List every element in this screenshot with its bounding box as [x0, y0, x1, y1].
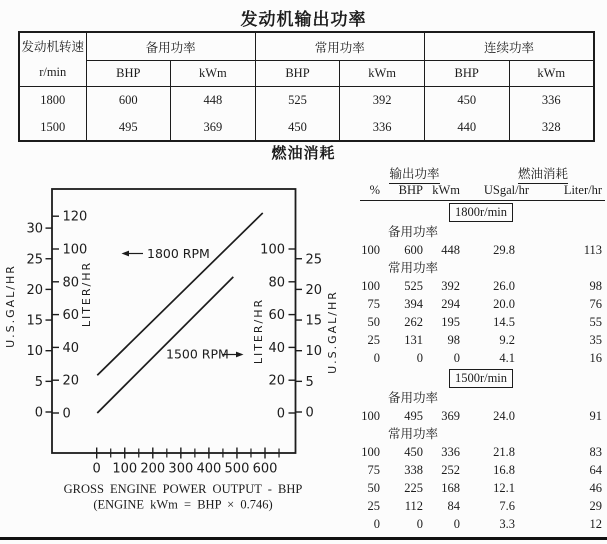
- page-title-engine-output: 发动机输出功率: [240, 10, 367, 29]
- rpm-box-row: [360, 201, 605, 223]
- fuel-cell: 294: [441, 297, 460, 311]
- fuel-data-row: [360, 515, 605, 533]
- fuel-cell: 16: [589, 351, 602, 365]
- left_inner-tick-label: 80: [62, 275, 80, 291]
- fuel-cell: 29: [589, 499, 602, 513]
- fuel-cell: 12.1: [493, 481, 515, 495]
- table-row: [19, 87, 594, 115]
- fuel-cell: 29.8: [493, 243, 515, 257]
- right_inner-tick-label: 60: [268, 308, 285, 324]
- fuel-cell: 75: [367, 463, 380, 477]
- cell-value: 450: [255, 114, 340, 141]
- fuel-cell: 64: [589, 463, 602, 477]
- left_outer-tick-label: 10: [26, 344, 43, 360]
- col-header-percent: %: [369, 183, 380, 197]
- group-header-fuel-consumption: 燃油消耗: [518, 166, 568, 184]
- left_inner-tick-label: 20: [62, 373, 80, 389]
- fuel-cell: 336: [441, 445, 460, 459]
- fuel-cell: 0: [453, 517, 460, 531]
- fuel-cell: 7.6: [499, 499, 515, 513]
- fuel-cell: 76: [589, 297, 602, 311]
- right-outer-axis-title: U.S.GAL/HR: [326, 290, 339, 374]
- cell-value: 392: [340, 87, 425, 115]
- fuel-data-row: [360, 295, 605, 313]
- group-header-prime: 常用功率: [255, 32, 424, 61]
- left_inner-tick-label: 60: [62, 308, 80, 324]
- fuel-cell: 0: [373, 351, 380, 365]
- x-tick-label: 200: [140, 461, 166, 477]
- cell-value: 328: [509, 114, 594, 141]
- table-row: [19, 114, 594, 141]
- x-tick-label: 400: [196, 461, 222, 477]
- fuel-cell: 12: [589, 517, 602, 531]
- fuel-cell: 100: [361, 243, 380, 257]
- rpm-box-row: [360, 367, 605, 389]
- fuel-cell: 338: [404, 463, 423, 477]
- fuel-consumption-table: [360, 166, 605, 533]
- cell-value: 600: [86, 87, 171, 115]
- left_inner-tick-label: 120: [62, 209, 88, 225]
- left-inner-axis-title: LITER/HR: [80, 260, 93, 328]
- fuel-cell: 450: [404, 445, 423, 459]
- fuel-cell: 4.1: [499, 351, 515, 365]
- left_outer-tick-label: 30: [26, 221, 43, 237]
- power-section-row: [360, 259, 605, 277]
- fuel-cell: 100: [361, 409, 380, 423]
- speed-header-cell: [19, 32, 86, 87]
- left_outer-tick-label: 5: [34, 374, 43, 390]
- right_inner-tick-label: 100: [260, 242, 285, 258]
- x-tick-label: 500: [224, 461, 250, 477]
- fuel-cell: 20.0: [493, 297, 515, 311]
- fuel-cell: 84: [447, 499, 460, 513]
- fuel-data-row: [360, 461, 605, 479]
- series-label-1800rpm: 1800 RPM: [147, 246, 210, 261]
- cell-value: 440: [424, 114, 509, 141]
- left_inner-tick-label: 0: [62, 406, 71, 422]
- fuel-cell: 100: [361, 279, 380, 293]
- fuel-table-group-header-row: [360, 166, 605, 183]
- fuel-cell: 495: [404, 409, 423, 423]
- right_inner-tick-label: 80: [268, 275, 285, 291]
- right-inner-axis-title: LITER/HR: [252, 297, 265, 365]
- power-section-label: 常用功率: [388, 427, 439, 441]
- cell-value: 369: [171, 114, 256, 141]
- speed-unit: r/min: [39, 65, 67, 79]
- x-axis-subtitle: (ENGINE kWm = BHP × 0.746): [93, 497, 273, 512]
- right_inner-tick-label: 0: [276, 406, 285, 422]
- left_outer-tick-label: 25: [26, 252, 43, 268]
- left_inner-tick-label: 40: [62, 340, 80, 356]
- right_outer-tick-label: 15: [305, 313, 323, 329]
- col-header-bhp: BHP: [424, 61, 509, 87]
- fuel-cell: 55: [589, 315, 602, 329]
- left_inner-tick-label: 100: [62, 242, 88, 258]
- fuel-cell: 600: [404, 243, 423, 257]
- col-header-kwm: kWm: [171, 61, 256, 87]
- fuel-cell: 35: [589, 333, 602, 347]
- col-header-bhp: BHP: [398, 183, 423, 197]
- right_outer-tick-label: 5: [305, 374, 314, 390]
- fuel-data-row: [360, 497, 605, 515]
- fuel-cell: 392: [441, 279, 460, 293]
- group-header-continuous: 连续功率: [424, 32, 594, 61]
- fuel-cell: 26.0: [493, 279, 515, 293]
- fuel-cell: 98: [589, 279, 602, 293]
- right_outer-tick-label: 25: [305, 252, 323, 268]
- fuel-cell: 91: [589, 409, 602, 423]
- fuel-cell: 100: [361, 445, 380, 459]
- power-section-row: [360, 425, 605, 443]
- fuel-cell: 83: [589, 445, 602, 459]
- fuel-data-row: [360, 241, 605, 259]
- power-section-row: [360, 389, 605, 407]
- group-header-output-power: 输出功率: [389, 166, 439, 184]
- col-header-kwm: kWm: [432, 183, 460, 197]
- cell-value: 525: [255, 87, 340, 115]
- cell-value: 495: [86, 114, 171, 141]
- left-outer-axis-title: U.S.GAL/HR: [4, 264, 17, 348]
- fuel-data-row: [360, 313, 605, 331]
- fuel-cell: 50: [367, 481, 380, 495]
- rpm-box: 1800r/min: [449, 203, 513, 222]
- x-tick-label: 100: [112, 461, 138, 477]
- group-header-standby: 备用功率: [86, 32, 255, 61]
- fuel-cell: 9.2: [499, 333, 515, 347]
- x-tick-label: 0: [92, 461, 101, 477]
- fuel-cell: 14.5: [493, 315, 515, 329]
- fuel-cell: 225: [404, 481, 423, 495]
- arrow-head-left-icon: [122, 251, 130, 257]
- right_outer-tick-label: 10: [305, 344, 323, 360]
- fuel-data-row: [360, 443, 605, 461]
- fuel-cell: 75: [367, 297, 380, 311]
- cell-value: 336: [509, 87, 594, 115]
- fuel-cell: 46: [589, 481, 602, 495]
- cell-value: 450: [424, 87, 509, 115]
- col-header-usgal: USgal/hr: [483, 183, 529, 197]
- fuel-cell: 252: [441, 463, 460, 477]
- cell-value: 448: [171, 87, 256, 115]
- fuel-table-column-header-row: [360, 183, 605, 201]
- col-header-kwm: kWm: [340, 61, 425, 87]
- x-axis-title: GROSS ENGINE POWER OUTPUT - BHP: [63, 482, 303, 496]
- fuel-cell: 0: [373, 517, 380, 531]
- fuel-cell: 112: [404, 499, 423, 513]
- fuel-cell: 262: [404, 315, 423, 329]
- fuel-cell: 24.0: [493, 409, 515, 423]
- power-section-label: 常用功率: [388, 261, 439, 275]
- arrow-head-right-icon: [236, 352, 244, 358]
- fuel-data-row: [360, 407, 605, 425]
- fuel-data-row: [360, 479, 605, 497]
- fuel-consumption-chart: [0, 160, 360, 520]
- fuel-cell: 25: [367, 333, 380, 347]
- fuel-cell: 16.8: [493, 463, 515, 477]
- fuel-cell: 168: [441, 481, 460, 495]
- cell-value: 336: [340, 114, 425, 141]
- fuel-cell: 21.8: [493, 445, 515, 459]
- left_outer-tick-label: 20: [26, 282, 43, 298]
- x-tick-label: 600: [252, 461, 278, 477]
- right_outer-tick-label: 20: [305, 282, 323, 298]
- col-header-bhp: BHP: [86, 61, 171, 87]
- fuel-cell: 195: [441, 315, 460, 329]
- left_outer-tick-label: 15: [26, 313, 43, 329]
- x-tick-label: 300: [168, 461, 194, 477]
- fuel-cell: 98: [447, 333, 460, 347]
- fuel-cell: 369: [441, 409, 460, 423]
- engine-power-table: [18, 31, 595, 142]
- fuel-cell: 448: [441, 243, 460, 257]
- right_inner-tick-label: 40: [268, 340, 285, 356]
- fuel-data-row: [360, 331, 605, 349]
- series-label-1500rpm: 1500 RPM: [166, 346, 229, 362]
- col-header-bhp: BHP: [255, 61, 340, 87]
- rpm-box: 1500r/min: [449, 369, 513, 388]
- col-header-liter: Liter/hr: [563, 183, 602, 197]
- right_inner-tick-label: 20: [268, 373, 285, 389]
- fuel-cell: 0: [416, 517, 423, 531]
- fuel-cell: 525: [404, 279, 423, 293]
- bottom-rule: [0, 537, 607, 540]
- fuel-data-row: [360, 349, 605, 367]
- page-title-fuel-consumption: 燃油消耗: [271, 146, 336, 162]
- left_outer-tick-label: 0: [34, 405, 43, 421]
- speed-header: 发动机转速: [21, 40, 84, 54]
- fuel-cell: 131: [404, 333, 423, 347]
- fuel-cell: 0: [453, 351, 460, 365]
- fuel-cell: 113: [583, 243, 602, 257]
- fuel-cell: 0: [416, 351, 423, 365]
- fuel-cell: 394: [404, 297, 423, 311]
- power-section-row: [360, 223, 605, 241]
- series-line-1500-rpm: [97, 277, 233, 413]
- fuel-cell: 3.3: [499, 517, 515, 531]
- right_outer-tick-label: 0: [305, 405, 314, 421]
- cell-speed: 1500: [19, 114, 86, 141]
- col-header-kwm: kWm: [509, 61, 594, 87]
- fuel-cell: 50: [367, 315, 380, 329]
- fuel-data-row: [360, 277, 605, 295]
- fuel-cell: 25: [367, 499, 380, 513]
- power-section-label: 备用功率: [388, 391, 439, 405]
- cell-speed: 1800: [19, 87, 86, 115]
- power-section-label: 备用功率: [388, 225, 439, 239]
